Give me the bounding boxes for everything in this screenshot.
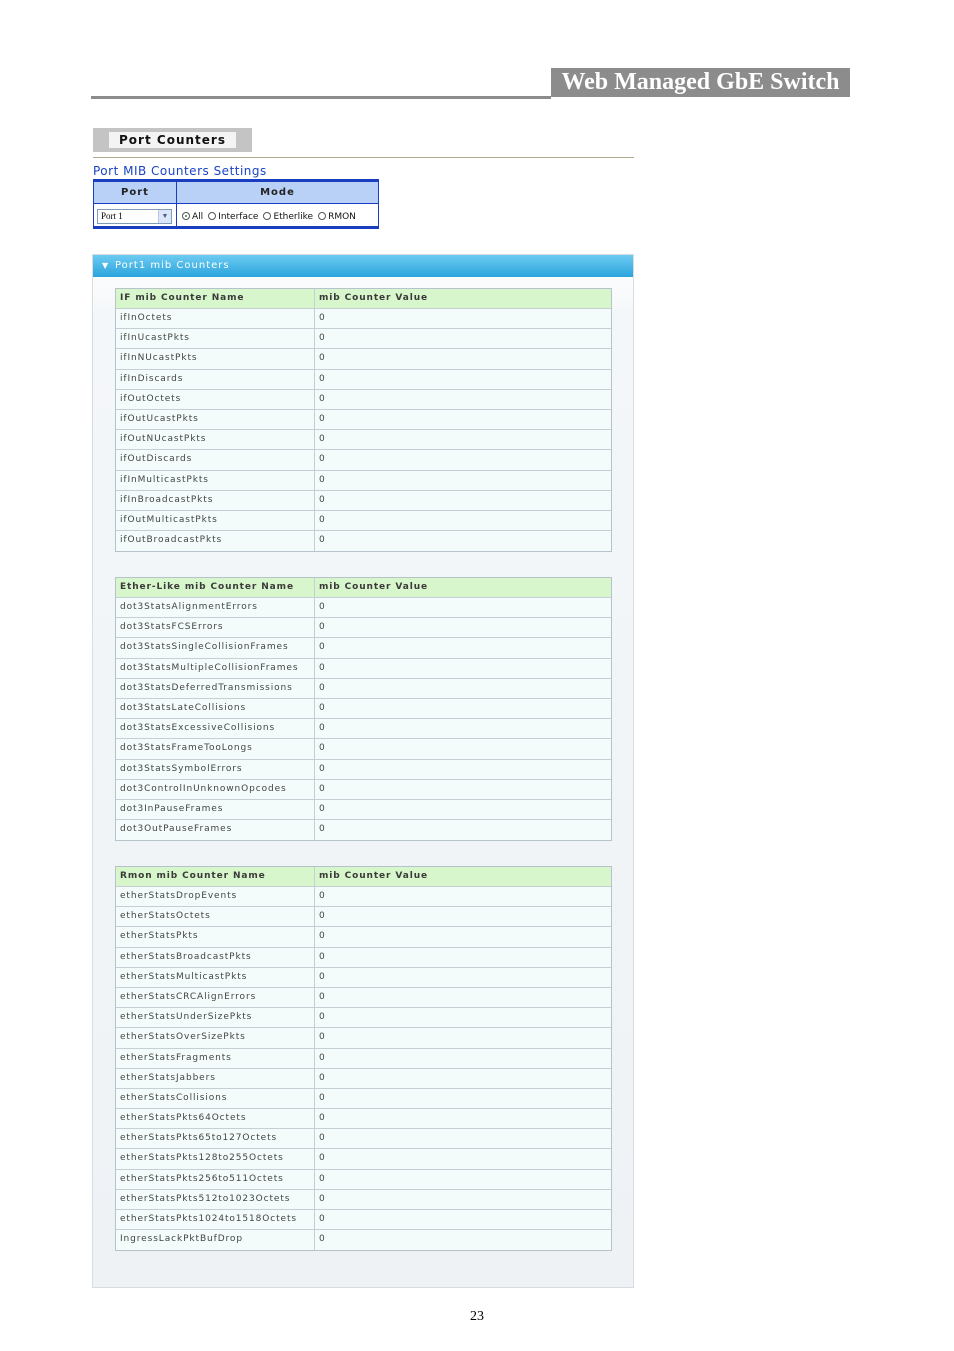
column-divider <box>314 471 315 490</box>
header-rule <box>91 96 551 99</box>
table-row <box>116 471 611 491</box>
value-column-header: mib Counter Value <box>319 293 429 303</box>
table-row <box>116 699 611 719</box>
column-divider <box>314 948 315 967</box>
table-row <box>116 531 611 551</box>
counter-name: ifOutUcastPkts <box>120 413 199 424</box>
counter-name: dot3OutPauseFrames <box>120 824 233 835</box>
mode-label-all: All <box>192 212 204 222</box>
port-select-value: Port 1 <box>101 211 123 221</box>
table-row <box>116 349 611 369</box>
counter-value: 0 <box>319 991 326 1002</box>
table-row <box>116 1049 611 1069</box>
column-divider <box>314 1190 315 1209</box>
counter-value: 0 <box>319 723 326 734</box>
column-divider <box>314 1170 315 1189</box>
counter-value: 0 <box>319 1173 326 1184</box>
counter-value: 0 <box>319 313 326 323</box>
table-row <box>116 1149 611 1169</box>
radio-selected-icon[interactable] <box>182 212 190 220</box>
table-row <box>116 659 611 679</box>
mode-label-interface: Interface <box>218 212 259 222</box>
counter-name: ifInDiscards <box>120 373 184 384</box>
column-divider <box>314 1149 315 1168</box>
table-row <box>116 638 611 658</box>
page-title-tab <box>93 128 252 152</box>
chevron-down-icon[interactable]: ▼ <box>158 210 171 223</box>
counter-value: 0 <box>319 1193 326 1204</box>
port-select[interactable] <box>97 209 172 224</box>
column-divider <box>314 867 315 886</box>
counter-value: 0 <box>319 474 326 485</box>
column-divider <box>314 679 315 698</box>
page-number: 23 <box>470 1309 484 1324</box>
column-divider <box>314 780 315 799</box>
counter-name: ifOutMulticastPkts <box>120 514 218 525</box>
etherlike-counters-table <box>115 577 612 841</box>
counter-value: 0 <box>319 602 326 612</box>
counter-name: dot3ControlInUnknownOpcodes <box>120 783 287 794</box>
column-divider <box>314 760 315 779</box>
column-divider <box>314 1049 315 1068</box>
column-divider <box>314 1008 315 1027</box>
column-divider <box>314 1028 315 1047</box>
column-divider <box>314 1109 315 1128</box>
radio-icon[interactable] <box>318 212 326 220</box>
table-row <box>116 1230 611 1250</box>
counter-name: etherStatsCollisions <box>120 1092 228 1103</box>
table-row <box>116 1008 611 1028</box>
column-divider <box>314 1069 315 1088</box>
counter-name: etherStatsOverSizePkts <box>120 1032 246 1043</box>
value-column-header: mib Counter Value <box>319 582 429 592</box>
counter-value: 0 <box>319 682 326 693</box>
column-divider <box>314 659 315 678</box>
counter-value: 0 <box>319 393 326 404</box>
settings-title: Port MIB Counters Settings <box>93 164 267 178</box>
table-row <box>116 927 611 947</box>
column-divider <box>314 578 315 597</box>
radio-icon[interactable] <box>208 212 216 220</box>
column-divider <box>314 511 315 530</box>
counter-name: ifInMulticastPkts <box>120 474 209 485</box>
column-divider <box>314 1129 315 1148</box>
table-row <box>116 1129 611 1149</box>
counter-name: etherStatsMulticastPkts <box>120 971 248 982</box>
page-title: Port Counters <box>109 132 236 148</box>
counter-name: etherStatsPkts1024to1518Octets <box>120 1214 297 1224</box>
mode-option-rmon[interactable] <box>318 212 356 222</box>
port-column-header: Port <box>121 187 149 198</box>
counter-name: dot3StatsMultipleCollisionFrames <box>120 662 299 673</box>
name-column-header: Rmon mib Counter Name <box>120 871 266 881</box>
counter-name: etherStatsPkts64Octets <box>120 1113 247 1124</box>
column-divider <box>314 887 315 906</box>
column-divider <box>314 410 315 429</box>
table-header-row <box>116 578 611 598</box>
name-column-header: Ether-Like mib Counter Name <box>120 582 294 592</box>
title-divider <box>93 157 634 158</box>
counter-value: 0 <box>319 514 326 525</box>
table-row <box>116 430 611 450</box>
table-row <box>116 719 611 739</box>
counter-value: 0 <box>319 353 326 364</box>
table-row <box>116 511 611 531</box>
counter-name: dot3StatsFCSErrors <box>120 622 224 633</box>
counter-name: ifInOctets <box>120 313 173 323</box>
column-divider <box>314 739 315 758</box>
counter-value: 0 <box>319 1214 326 1224</box>
mode-option-interface[interactable] <box>208 212 258 222</box>
counter-value: 0 <box>319 951 326 962</box>
counter-value: 0 <box>319 1072 326 1083</box>
counter-value: 0 <box>319 535 326 546</box>
counter-value: 0 <box>319 891 326 901</box>
table-row <box>116 739 611 759</box>
table-row <box>116 968 611 988</box>
mode-option-all[interactable] <box>182 212 203 222</box>
counter-name: dot3StatsDeferredTransmissions <box>120 682 293 693</box>
table-row <box>116 1109 611 1129</box>
counter-name: etherStatsJabbers <box>120 1072 216 1083</box>
counter-name: etherStatsDropEvents <box>120 891 238 901</box>
table-row <box>116 820 611 840</box>
column-divider <box>314 430 315 449</box>
column-divider <box>314 638 315 657</box>
settings-table <box>93 179 379 229</box>
column-divider <box>314 370 315 389</box>
counter-name: etherStatsCRCAlignErrors <box>120 991 257 1002</box>
counter-value: 0 <box>319 1133 326 1144</box>
column-divider <box>314 618 315 637</box>
counter-value: 0 <box>319 1234 326 1245</box>
counter-value: 0 <box>319 971 326 982</box>
counter-name: dot3StatsLateCollisions <box>120 702 247 713</box>
counter-name: etherStatsPkts65to127Octets <box>120 1133 278 1144</box>
column-divider <box>314 1230 315 1250</box>
column-divider <box>314 309 315 328</box>
if-counters-table <box>115 288 612 552</box>
counter-value: 0 <box>319 413 326 424</box>
counter-name: etherStatsFragments <box>120 1052 232 1063</box>
settings-header-row <box>94 182 378 203</box>
counter-name: dot3StatsExcessiveCollisions <box>120 723 276 734</box>
counter-value: 0 <box>319 1153 326 1164</box>
counter-value: 0 <box>319 454 326 465</box>
table-row <box>116 1190 611 1210</box>
counter-value: 0 <box>319 931 326 942</box>
column-divider <box>314 699 315 718</box>
counter-value: 0 <box>319 373 326 384</box>
table-row <box>116 491 611 511</box>
counter-value: 0 <box>319 434 326 445</box>
panel-title: Port1 mib Counters <box>115 260 230 271</box>
counter-name: ifOutDiscards <box>120 454 193 465</box>
column-divider <box>314 820 315 840</box>
collapse-triangle-icon[interactable]: ▼ <box>102 261 109 270</box>
column-divider <box>314 390 315 409</box>
column-divider <box>314 1089 315 1108</box>
counter-name: ifInNUcastPkts <box>120 353 198 364</box>
counter-name: ifOutNUcastPkts <box>120 434 207 445</box>
counter-name: ifInBroadcastPkts <box>120 494 214 505</box>
counter-value: 0 <box>319 622 326 633</box>
settings-divider <box>94 203 378 204</box>
mode-label-etherlike: Etherlike <box>273 212 314 222</box>
counter-name: etherStatsPkts <box>120 931 199 942</box>
table-header-row <box>116 289 611 309</box>
counter-value: 0 <box>319 763 326 774</box>
counter-name: IngressLackPktBufDrop <box>120 1234 243 1245</box>
table-row <box>116 907 611 927</box>
column-divider <box>314 968 315 987</box>
settings-column-divider <box>176 182 177 226</box>
column-divider <box>314 988 315 1007</box>
table-row <box>116 309 611 329</box>
table-row <box>116 948 611 968</box>
counter-name: dot3StatsFrameTooLongs <box>120 743 253 754</box>
column-divider <box>314 289 315 308</box>
table-row <box>116 988 611 1008</box>
panel-header[interactable] <box>93 255 633 277</box>
counter-value: 0 <box>319 824 326 835</box>
column-divider <box>314 598 315 617</box>
counter-name: etherStatsPkts512to1023Octets <box>120 1193 291 1204</box>
column-divider <box>314 450 315 469</box>
table-row <box>116 329 611 349</box>
name-column-header: IF mib Counter Name <box>120 293 245 303</box>
counter-value: 0 <box>319 1012 326 1023</box>
table-row <box>116 618 611 638</box>
table-row <box>116 450 611 470</box>
column-divider <box>314 349 315 368</box>
radio-icon[interactable] <box>263 212 271 220</box>
counter-name: etherStatsPkts128to255Octets <box>120 1153 284 1164</box>
counter-value: 0 <box>319 702 326 713</box>
table-row <box>116 760 611 780</box>
mode-radio-group <box>182 210 356 224</box>
counter-name: etherStatsOctets <box>120 911 211 922</box>
column-divider <box>314 491 315 510</box>
counter-value: 0 <box>319 333 326 344</box>
counter-value: 0 <box>319 911 326 922</box>
counter-value: 0 <box>319 1032 326 1043</box>
counter-value: 0 <box>319 1113 326 1124</box>
column-divider <box>314 800 315 819</box>
table-row <box>116 1069 611 1089</box>
counter-name: dot3InPauseFrames <box>120 803 224 814</box>
counter-name: ifOutOctets <box>120 393 182 404</box>
column-divider <box>314 531 315 551</box>
table-row <box>116 1210 611 1230</box>
counter-name: dot3StatsSymbolErrors <box>120 763 243 774</box>
value-column-header: mib Counter Value <box>319 871 429 881</box>
mode-column-header: Mode <box>260 187 295 198</box>
table-header-row <box>116 867 611 887</box>
counter-value: 0 <box>319 783 326 794</box>
manual-title: Web Managed GbE Switch <box>551 68 850 97</box>
table-row <box>116 370 611 390</box>
table-row <box>116 780 611 800</box>
counter-value: 0 <box>319 494 326 505</box>
mode-option-etherlike[interactable] <box>263 212 313 222</box>
column-divider <box>314 907 315 926</box>
counter-name: ifOutBroadcastPkts <box>120 535 223 546</box>
mode-label-rmon: RMON <box>328 212 356 222</box>
table-row <box>116 1089 611 1109</box>
counter-value: 0 <box>319 1052 326 1063</box>
table-row <box>116 887 611 907</box>
rmon-counters-table <box>115 866 612 1251</box>
table-row <box>116 679 611 699</box>
column-divider <box>314 719 315 738</box>
counter-name: etherStatsUnderSizePkts <box>120 1012 253 1023</box>
counter-value: 0 <box>319 743 326 754</box>
counter-value: 0 <box>319 642 326 653</box>
column-divider <box>314 927 315 946</box>
table-row <box>116 598 611 618</box>
table-row <box>116 800 611 820</box>
column-divider <box>314 329 315 348</box>
counter-name: dot3StatsSingleCollisionFrames <box>120 642 289 653</box>
counter-value: 0 <box>319 662 326 673</box>
table-row <box>116 1170 611 1190</box>
counter-value: 0 <box>319 803 326 814</box>
table-row <box>116 410 611 430</box>
column-divider <box>314 1210 315 1229</box>
counter-name: etherStatsBroadcastPkts <box>120 951 252 962</box>
table-row <box>116 390 611 410</box>
counter-name: ifInUcastPkts <box>120 333 190 344</box>
counter-name: etherStatsPkts256to511Octets <box>120 1173 284 1184</box>
counter-value: 0 <box>319 1092 326 1103</box>
table-row <box>116 1028 611 1048</box>
counter-name: dot3StatsAlignmentErrors <box>120 602 258 612</box>
